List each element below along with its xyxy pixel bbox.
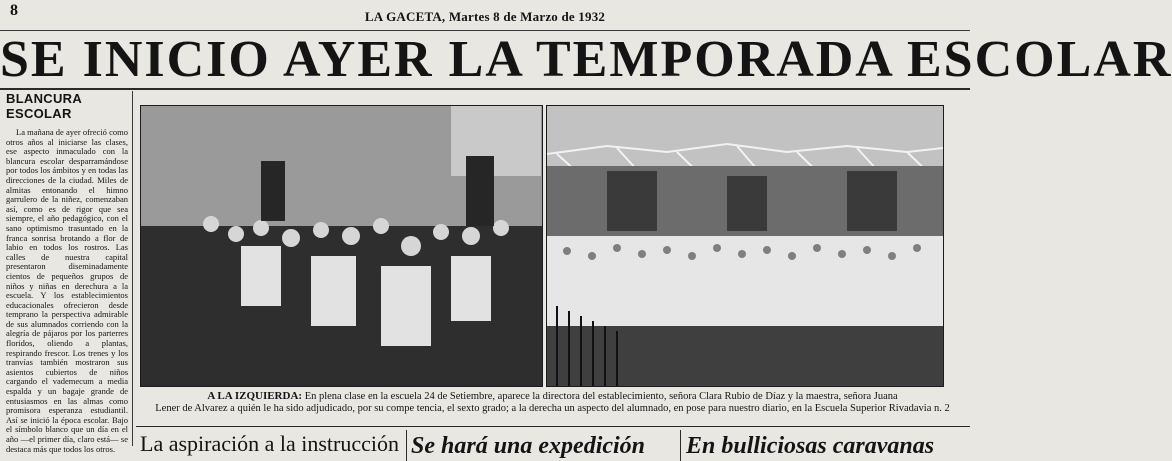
- footer-column-rule-2: [680, 430, 681, 461]
- headline: SE INICIO AYER LA TEMPORADA ESCOLAR: [0, 31, 1172, 88]
- caption-text-1: En plena clase en la escuela 24 de Setiembre, aparece la directora del establecimiento, señora Clara Rubio de Díaz y la maestra, señora Juana: [304, 391, 898, 402]
- column-rule: [132, 91, 133, 446]
- caption-rule: [136, 426, 970, 427]
- headline-rule: [0, 88, 970, 90]
- schoolyard-photo-image: [547, 106, 943, 386]
- page-number: 8: [10, 2, 18, 19]
- photo-caption: [140, 390, 965, 415]
- footer-headline-3: En bulliciosas caravanas: [686, 433, 935, 459]
- left-article-body: La mañana de ayer ofreció como otros años al iniciarse las clases, ese aspecto inmaculado con la blancura escolar desparramándose por todos los ámbitos y en todas las direcciones de la ciudad. Miles de almitas entonando el himno garrulero de la niñez, comenzaban así, como es de rigor que sea siempre, el año pedagógico, con el sano optimismo trasuntado en la franca sonrisa brotando a flor de labio en todos los rostros. Las calles de nuestra capital presentaron diseminadamente cientos de pequeños grupos de niños y niñas en derechura a la escuela. Y los establecimientos educacionales ofrecieron desde temprano la perspectiva admirable de sus alumnados corriendo con la alegría de pájaros por los parterres floridos, oliendo a plantas, respirando frescor. Los trenes y los tranvías también mostraron sus asientos cubiertos de niños cargando el vademecum a media espalda y un bagaje grande de entusiasmos en las almas como promisora esperanza estudiantil. Así se inició la época escolar. Bajo el símbolo blanco que un día en el año —el primer día, claro está— se destaca más que todos los otros.: [6, 127, 128, 454]
- running-head: LA GACETA, Martes 8 de Marzo de 1932: [364, 9, 606, 24]
- footer-column-rule-1: [406, 430, 407, 461]
- caption-lead: A LA IZQUIERDA:: [207, 390, 303, 402]
- footer-headline-1: La aspiración a la instrucción: [140, 431, 400, 456]
- classroom-photo: [140, 105, 543, 387]
- caption-line-1: [140, 390, 965, 403]
- left-article: [6, 91, 128, 453]
- caption-line-2: Lener de Alvarez a quién le ha sido adjudicado, por su compe tencia, el sexto grado; a la derecha un aspecto del alumnado, en pose para nuestro diario, en la Escuela Superior Rivadavia n. 2: [155, 403, 950, 414]
- left-article-subhead: BLANCURA ESCOLAR: [6, 91, 82, 121]
- schoolyard-photo: [546, 105, 944, 387]
- footer-headline-2: Se hará una expedición: [411, 433, 646, 459]
- classroom-photo-image: [141, 106, 542, 386]
